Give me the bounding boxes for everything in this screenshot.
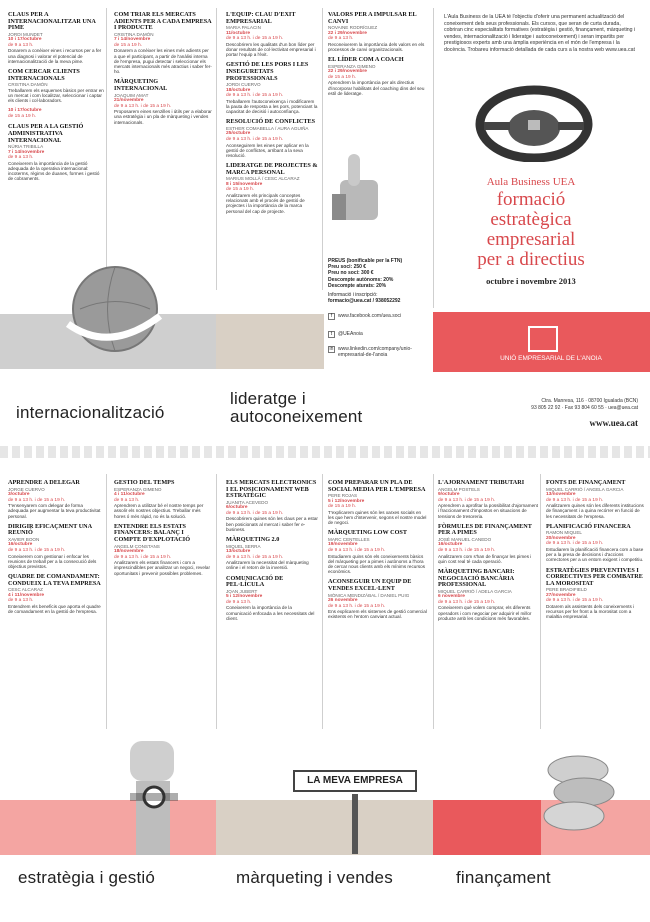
section-label-marketing: màrqueting i vendes [236, 868, 393, 887]
contact-email[interactable]: formacio@uea.cat / 938052292 [328, 298, 401, 305]
course-item [8, 12, 104, 64]
course-item [226, 119, 318, 158]
course-date: 22 i 29/novembre [328, 30, 367, 36]
course-hours: de 9 a 13 h. [8, 598, 34, 604]
course-item [328, 57, 428, 96]
course-title: COMUNICACIÓ DE PEL·LÍCULA [226, 574, 284, 589]
course-date: 19/novembre [328, 542, 358, 548]
divider [433, 474, 434, 729]
course-title: L'EQUIP: CLAU D'ÈXIT EMPRESARIAL [226, 12, 296, 25]
section-label-internationalisation: internacionalització [16, 403, 165, 422]
contact-label: Informació i inscripció: [328, 292, 378, 299]
course-date: 22 i 29/novembre [328, 69, 367, 75]
coins-photo [540, 730, 620, 840]
course-title: FÒRMULES DE FINANÇAMENT PER A PIMES [438, 522, 532, 537]
course-description: Ens explicarem els sistemes de gestió comercial existents en l'entorn canviant actual. [328, 609, 427, 620]
title-line: formació [496, 189, 566, 210]
course-date: 11/octubre [226, 30, 250, 36]
course-description: Analitzarem els principals conceptes relacionats amb el procés de gestió de projectes i la importància de la marca personal del cap de projecte. [226, 192, 305, 214]
course-hours: de 9 a 13 h. i de 15 a 19 h. [438, 599, 496, 605]
address-block [460, 398, 638, 411]
course-hours: de 9 a 13 h. [8, 155, 34, 161]
uea-logo-icon [528, 326, 558, 352]
course-speaker: PERE BRADIFIELD [546, 587, 587, 593]
course-title: MÀRQUETING BANCARI: NEGOCIACIÓ BANCÀRIA PROFESSIONAL [438, 567, 515, 589]
course-hours: de 9 a 13 h. i de 15 a 19 h. [226, 136, 284, 142]
course-hours: de 9 a 13 h. i de 15 a 19 h. [438, 547, 496, 553]
course-description: Reconeixerem la importància dels valors en els processos de canvi organitzacionals. [328, 41, 425, 52]
strategy-course-column-2 [114, 480, 212, 705]
course-item [114, 12, 212, 74]
course-title: MÀRQUETING LOW COST [328, 529, 407, 537]
course-title: ELS MERCATS ELECTRÒNICS I EL POSICIONAMENT WEB ESTRATÈGIC [226, 480, 317, 500]
course-speaker: ESPERANZA GIMENO [114, 486, 162, 492]
course-date: 16/octubre [438, 542, 463, 548]
course-description: Coneixerem com gestionar i enfocar les reunions de treball per a la consecució dels objectius previstos. [8, 553, 97, 569]
course-item [328, 12, 428, 52]
course-speaker: PERE ROJAS [328, 493, 358, 499]
course-description: Descobrirem les qualitats d'un bon líder per donar resultats de col·lectivitat empresarial i portar l'equip a l'èxit. [226, 41, 316, 58]
course-hours: de 9 a 13 h. i de 15 a 19 h. [226, 36, 284, 42]
course-item [226, 576, 318, 621]
course-speaker: MIQUEL CARRIÓ / ANGELA GARCIA [546, 486, 624, 492]
phones: 93 805 22 92 · Fax 93 804 60 55 · uea@uea.cat [531, 404, 638, 411]
section-label-leadership: lideratge i autoconeixement [230, 389, 363, 426]
course-title: PLANIFICACIÓ FINANCERA [546, 522, 631, 530]
course-item [8, 574, 104, 614]
course-hours: de 9 a 13 h. i de 15 a 19 h. [226, 510, 284, 516]
course-hours: de 9 a 13 h. i de 15 a 19 h. [114, 554, 172, 560]
course-hours: de 15 a 19 h. [114, 42, 143, 48]
course-hours: de 9 a 13 h. [328, 36, 354, 42]
leadership-course-column-2 [328, 12, 428, 152]
subtitle: Aula Business UEA [486, 176, 576, 188]
course-item [226, 537, 318, 571]
course-description: Dotarem als assistents dels coneixements i recursos per fer front a la morositat com a malaltia empresarial. [546, 603, 635, 620]
course-title: FONTS DE FINANÇAMENT [546, 480, 626, 486]
course-item [328, 480, 428, 525]
course-speaker: ANGELM POSTELS [438, 486, 480, 492]
leadership-course-column-1 [226, 12, 318, 302]
course-hours: de 9 a 13 h. [114, 497, 140, 503]
road-sign: LA MEVA EMPRESA [293, 770, 417, 792]
linkedin-icon: in [329, 346, 334, 352]
sign-pole [352, 794, 358, 854]
course-date: 5 i 12/novembre [328, 498, 365, 504]
course-title: CLAUS PER A LA GESTIÓ ADMINISTRATIVA INTERNACIONAL [8, 123, 84, 144]
course-speaker: NÚRIA TRIBILLA [8, 144, 44, 150]
divider [106, 474, 107, 729]
facebook-icon: f [328, 313, 335, 320]
logo-name: UNIÓ EMPRESARIAL DE L'ANOIA [500, 355, 602, 362]
course-title: ACONSEGUIR UN EQUIP DE VENDES EXCEL·LENT [328, 578, 412, 592]
course-item [328, 579, 428, 619]
discount-unemployed: Descompte aturats: 20% [328, 282, 387, 289]
course-hours: de 15 a 19 h. [328, 504, 357, 510]
course-title: EL LÍDER COM A COACH [328, 56, 404, 64]
section-label-finance: finançament [456, 868, 551, 887]
course-title: COM PREPARAR UN PLA DE SOCIAL MEDIA PER L'EMPRESA [328, 480, 426, 493]
course-item [8, 124, 104, 181]
finance-course-column-1 [438, 480, 538, 730]
course-title: LIDERATGE DE PROJECTES & MARCA PERSONAL [226, 162, 318, 176]
divider [540, 474, 541, 729]
course-title: GESTIÓ DE LES PORS I LES INSEGURETATS PROFESSIONALS [226, 61, 309, 82]
course-description: Analitzarem com s'han de finançar les pimes i quin cost real té cada operació. [438, 553, 532, 564]
title-block [436, 176, 626, 286]
course-title: ENTENDRE ELS ESTATS FINANCERS: BALANÇ I COMPTE D'EXPLOTACIÓ [114, 522, 191, 543]
course-date: 20/novembre [546, 535, 576, 541]
discount-self-employed: Descompte autònoms: 20% [328, 276, 394, 283]
course-speaker: MARIUS MOLLÀ / CESC ALCARAZ [226, 176, 300, 182]
course-title: CLAUS PER A INTERNACIONALITZAR UNA PIME [8, 12, 96, 32]
website-link[interactable]: www.uea.cat [589, 418, 638, 428]
course-description: Aprendrem a utilitzar bé el nostre temps per assolir els nostres objectius. Treballar més hores ó més ràpid, no és la solució. [114, 503, 204, 519]
band-beige [216, 314, 324, 369]
course-description: Analitzarem quines són les diferents institucions de finançament i a quina recórrer en funció de les necessitats de l'empresa. [546, 503, 644, 519]
course-speaker: MÒNICA MENDIZÁBAL / DANIEL PUIG [328, 592, 410, 598]
course-description: Treballarem l'autoconeixença i modificarem la pauta de resposta a les pors, potenciant la capacitat de decisió i autoconfiança. [226, 98, 318, 115]
course-speaker: CRISTINA DAMÓN [114, 31, 154, 37]
social-linkedin-text: www.linkedin.com/company/unio-empresarial-de-l'anoia [338, 346, 412, 358]
course-title: RESOLUCIÓ DE CONFLICTES [226, 118, 316, 126]
course-date: 5 i 12/novembre [226, 594, 263, 600]
divider [322, 474, 323, 729]
course-item [546, 480, 644, 519]
price-non-partner: Preu no soci: 300 € [328, 270, 374, 277]
course-date: 7 i 14/novembre [8, 149, 45, 155]
course-speaker: JORGE CUERVO [8, 486, 45, 492]
course-item [8, 69, 104, 103]
course-hours: de 9 a 13 h. i de 15 a 19 h. [226, 93, 284, 99]
course-item [546, 524, 644, 563]
course-description: Donarem a conèixer les eines més adients per a que el participant, a partir de l'anàlisi interna de l'empresa, pugui detectar i seleccionar els mercats internacionals més atractius i saber fer-ho. [114, 48, 212, 75]
course-description: Aconseguirem les eines per aplicar en la gestió de conflictes, arribant a la seva resolució. [226, 142, 309, 158]
divider [433, 8, 434, 308]
course-hours: de 9 a 13 h. i de 15 a 19 h. [8, 547, 66, 553]
course-speaker: JORDI CUERVO [226, 82, 261, 88]
course-title: ESTRATÈGIES PREVENTIVES I CORRECTIVES PER COMBATRE LA MOROSITAT [546, 566, 643, 587]
social-linkedin[interactable] [328, 346, 428, 358]
dates: octubre i novembre 2013 [486, 276, 576, 286]
divider [106, 8, 107, 290]
globe-photo [60, 254, 170, 364]
course-speaker: XAVIER BOON [8, 536, 40, 542]
price-partner: Preu soci: 250 € [328, 264, 367, 271]
prices-block [328, 258, 428, 304]
course-description: Proposarem eines senzilles i útils per a elaborar una estratègia i un pla de màrqueting i vendes internacionals. [114, 109, 212, 125]
course-speaker: JOAN JUBERT [226, 588, 258, 594]
course-description: Coneixerem la importància de la gestió adequada de la operativa internacional: incoterms, règims de duanes, formes i gestió de cobraments. [8, 160, 100, 182]
main-title [436, 190, 626, 270]
course-item [226, 62, 318, 114]
course-item [546, 568, 644, 620]
course-hours: de 9 a 13 h. i de 15 a 19 h. [546, 598, 604, 604]
thumbs-up-photo [326, 150, 386, 220]
course-hours: de 9 a 13 h. i de 15 a 19 h. [328, 547, 386, 553]
course-date: 4 i 11/novembre [8, 592, 44, 598]
course-item [114, 524, 212, 576]
course-item [8, 108, 104, 119]
course-speaker: ANGELM CONSTANS [114, 543, 160, 549]
course-hours: de 9 a 13 h. i de 15 a 19 h. [226, 554, 284, 560]
divider [322, 8, 323, 290]
finance-course-column-2 [546, 480, 644, 730]
course-date: 10 i 17/octubre [8, 37, 42, 43]
section-label-strategy: estratègia i gestió [18, 868, 156, 887]
course-speaker: CRISTINA DAMÓN [8, 82, 48, 88]
divider [216, 8, 217, 290]
course-description: T'explicarem quines són les xarxes socials en les que hem d'intervenir, segons el nostre model de negoci. [328, 509, 427, 526]
course-description: Estudiarem quins són els coneixements bàsics del màrqueting per a pimes i autònoms a l'hora de cercar nous clients amb els mínims recursos econòmics. [328, 553, 426, 575]
course-speaker: RAMON MIQUEL [546, 530, 582, 536]
course-description: Coneixerem què volem comprar, els diferents operadors i com negociar per adquirir el millor producte amb les condicions més favorables. [438, 605, 532, 621]
social-twitter-text: @UEAnoia [338, 331, 363, 337]
course-date: 16/octubre [8, 542, 33, 548]
course-date: 7 i 14/novembre [114, 37, 151, 43]
course-description: Analitzarem la necessitat del màrqueting online i el retorn de la inversió. [226, 560, 309, 571]
course-title: APRENDRE A DELEGAR [8, 480, 80, 486]
course-title: VALORS PER A IMPULSAR EL CANVI [328, 12, 417, 25]
course-hours: de 15 a 19 h. [8, 113, 37, 119]
course-date: 25/octubre [226, 131, 251, 137]
strategy-course-column-1 [8, 480, 104, 730]
course-date: 6 novembre [438, 594, 465, 600]
band-beige-bottom [216, 800, 433, 855]
course-item [114, 480, 212, 519]
course-date: 21/novembre [114, 97, 144, 103]
course-item [226, 480, 318, 532]
watch-hand-photo [110, 735, 200, 855]
course-date: 3/octubre [8, 492, 30, 497]
course-title: COM TRIAR ELS MERCATS ADIENTS PER A CADA EMPRESA I PRODUCTE [114, 12, 212, 32]
course-hours: de 9 a 13 h. i de 15 a 19 h. [114, 103, 172, 109]
social-twitter[interactable] [328, 331, 428, 338]
course-description: Descobrirem quines són les claus per a estar ben posicionats al mercat i saber fer e-business. [226, 516, 318, 532]
marketing-course-column-1 [226, 480, 318, 720]
divider [216, 474, 217, 729]
course-title: L'AJORNAMENT TRIBUTARI [438, 480, 525, 486]
course-speaker: JOAQUIM AMAT [114, 92, 149, 98]
title-line: estratègica [490, 209, 572, 230]
course-date: 9/octubre [438, 492, 460, 497]
course-date: 13/octubre [226, 548, 251, 554]
course-item [328, 530, 428, 574]
marketing-course-column-2 [328, 480, 428, 720]
course-title: GESTIÓ DEL TEMPS [114, 480, 175, 486]
course-speaker: MARC CENTELLES [328, 536, 370, 542]
course-title: MÀRQUETING INTERNACIONAL [114, 78, 168, 92]
course-title: COM CERCAR CLIENTS INTERNACIONALS [8, 67, 80, 82]
course-speaker: JUANITA ACEVEDO [226, 499, 269, 505]
course-date: 18/octubre [226, 87, 251, 93]
steering-wheel-photo [474, 84, 594, 162]
course-speaker: MARIA PALACIN [226, 25, 261, 31]
course-date: 4 i 11/octubre [114, 492, 145, 497]
course-item [226, 12, 318, 57]
course-description: Aprendrem la importància per als directius d'incorporar habilitats del coaching dins del seu estil de lideratge. [328, 80, 425, 96]
course-hours: de 9 a 13 h. i de 15 a 19 h. [328, 603, 386, 609]
course-description: Treballarem els esquemes bàsics per entrar en un mercat i com localitzar, seleccionar i captar els clients i col·laboradors. [8, 87, 104, 103]
course-date: 18/novembre [114, 548, 144, 554]
course-date: 8 i 15/novembre [226, 181, 263, 187]
course-hours: de 9 a 13 h. [8, 42, 34, 48]
intro-text: L'Aula Business de la UEA té l'objectiu d'oferir una permanent actualització del coneixement dels seus professionals. Els cursos, que seran de curta durada, cobriran cinc especialitats formatives (estratègia i gestió, finançament, màrqueting i vendes, internacionalització i lideratge i autoconeixement) i seran impartits per prestigiosos experts amb una àmplia experiència en el món de l'empresa i la docència. Trobareu informació detallada de cada curs a la nostra web www.uea.cat [444, 14, 636, 53]
title-line: per a directius [477, 249, 585, 270]
twitter-icon: t [328, 331, 335, 338]
course-description: T'ensenyarem com delegar de forma adequada per augmentar la teva productivitat personal. [8, 503, 101, 519]
course-speaker: ESPERANZA GIMENO [328, 63, 376, 69]
course-description: Entendrem els beneficis que aporta el quadre de comandament en la gestió de l'empresa. [8, 603, 101, 615]
course-speaker: CESC ALCARAZ [8, 587, 43, 593]
course-hours: de 9 a 13 h. i de 15 a 19 h. [8, 497, 66, 503]
course-description: Aprendrem a aprofitar la possibilitat d'ajornament i fraccionament d'impostos en situacions de tensions de tresoreria. [438, 503, 538, 519]
course-speaker: NOVAINE RODRÍGUEZ [328, 25, 378, 31]
internationalisation-course-column-2 [114, 12, 212, 212]
course-description: Estudiarem la planificació financera com a base per a la presa de decisions i d'accions correctores per a un entorn exigent i competitiu. [546, 546, 644, 563]
title-line: empresarial [486, 229, 576, 250]
course-date: 6/octubre [226, 505, 248, 511]
course-speaker: MIQUEL CARRIÓ / ADELA GARCIA [438, 588, 512, 594]
course-item [438, 524, 538, 564]
social-facebook[interactable] [328, 313, 428, 320]
course-title: DIRIGIR EFICAÇMENT UNA REUNIÓ [8, 522, 92, 537]
address: Ctra. Manresa, 116 · 08700 Igualada (BCN) [541, 398, 638, 404]
course-description: Coneixerem la importància de la comunicació enfocada a les necessitats del client. [226, 605, 315, 621]
course-item [114, 79, 212, 124]
band-red-bottom [433, 800, 541, 855]
course-speaker: MIQUEL SERRA [226, 543, 261, 549]
course-date: 10 i 17/octubre [8, 108, 42, 114]
course-hours: de 9 a 13 h. i de 15 a 19 h. [546, 497, 604, 503]
course-hours: de 15 a 19 h. [328, 74, 357, 80]
course-hours: de 15 a 19 h. [226, 187, 255, 193]
course-speaker: JORDI MUNDET [8, 31, 43, 37]
prices-header: PREUS (bonificable per la FTN) [328, 258, 403, 264]
course-date: 27/novembre [546, 592, 576, 598]
course-date: 13/novembre [546, 492, 576, 497]
course-item [438, 569, 538, 621]
course-speaker: JOSÉ MANUEL CANEDO [438, 536, 492, 542]
internationalisation-course-column-1 [8, 12, 104, 280]
course-item [226, 163, 318, 214]
course-hours: de 9 a 13 h. i de 15 a 19 h. [438, 497, 496, 503]
course-hours: de 9 a 13 h. i de 15 a 19 h. [546, 541, 604, 547]
course-speaker: ESTHER COMABELLA / AURA AGUIÑA [226, 125, 309, 131]
course-item [8, 524, 104, 569]
course-hours: de 9 a 13 h. [226, 599, 252, 605]
course-description: Donarem a conèixer eines i recursos per a fer una diagnosi i valorar el potencial de internacionalització de la meva pime. [8, 48, 102, 64]
course-item [8, 480, 104, 519]
course-description: Analitzarem els estats financers i com a imprescindibles per analitzar un negoci, revelar oportunitats i prevenir possibles problemes. [114, 560, 211, 576]
social-facebook-text: www.facebook.com/uea.soci [338, 313, 402, 319]
course-date: 26 novembre [328, 597, 358, 603]
course-title: QUADRE DE COMANDAMENT: CONDUEIX LA TEVA EMPRESA [8, 573, 101, 587]
fold-separator [0, 446, 650, 458]
course-title: MÀRQUETING 2.0 [226, 535, 280, 543]
course-item [438, 480, 538, 519]
